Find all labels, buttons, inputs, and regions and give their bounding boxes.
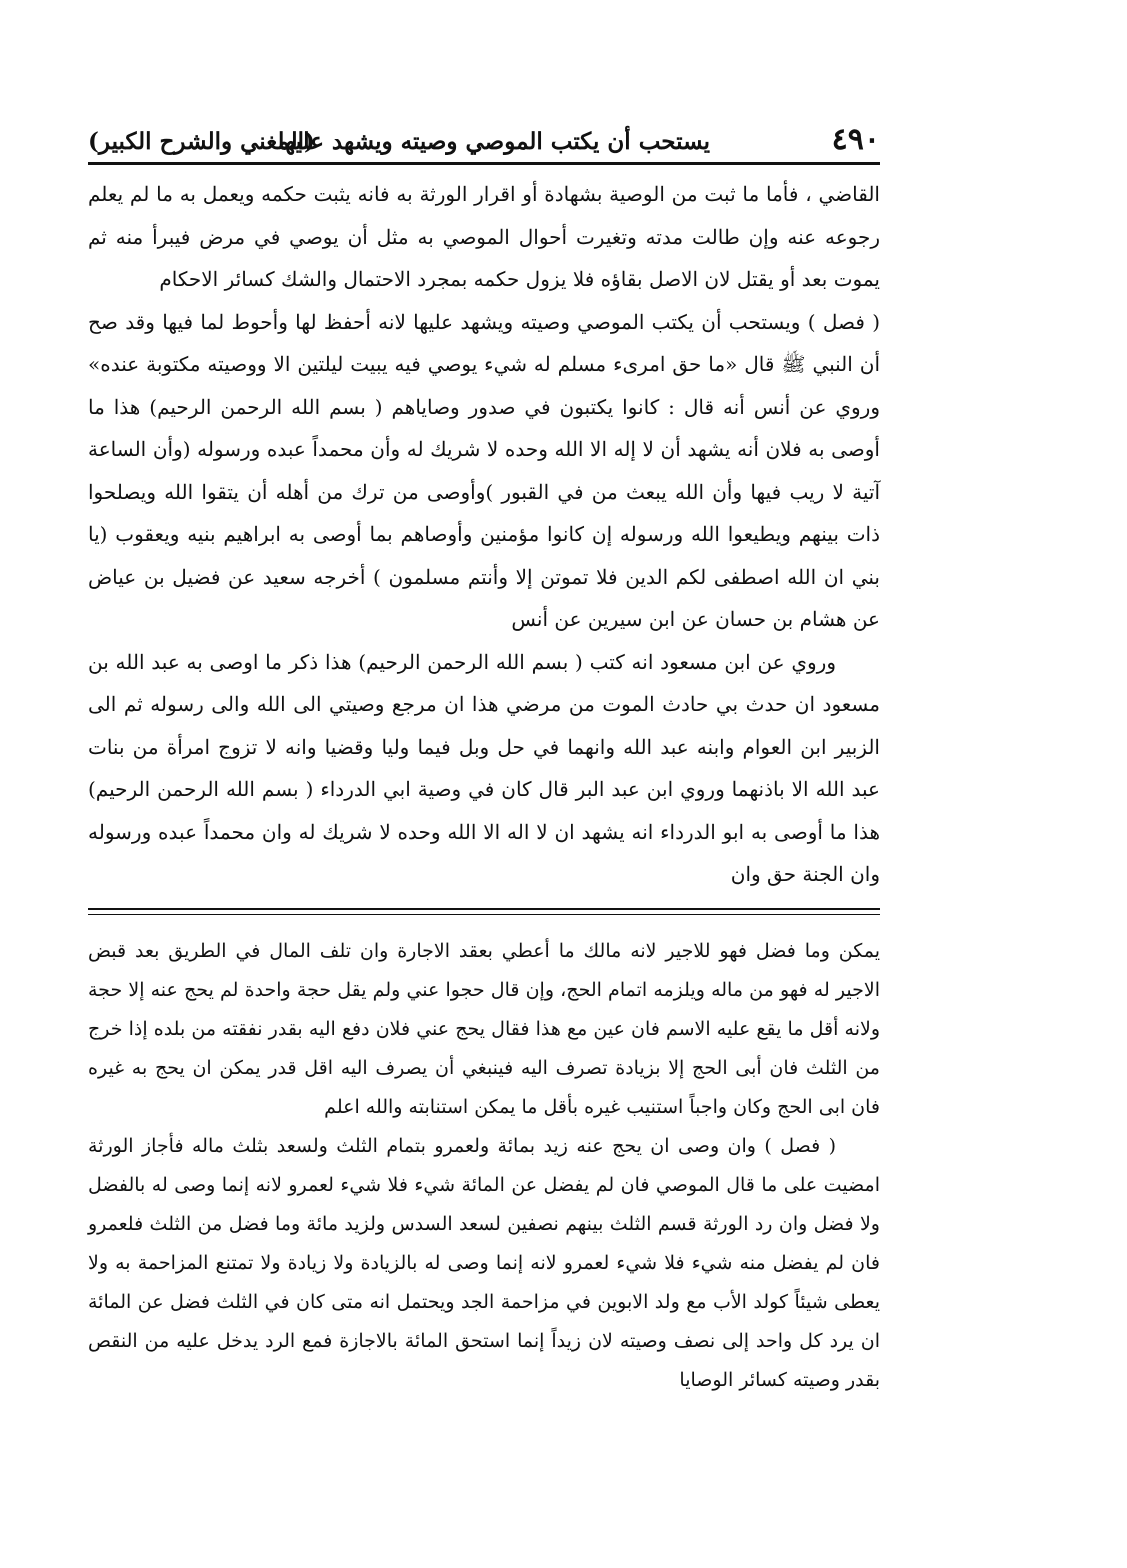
main-paragraph-3: وروي عن ابن مسعود انه كتب ( بسم الله الرحمن الرحيم) هذا ذكر ما اوصى به عبد الله بن مسعود ان حدث بي حادث الموت من مرضي هذا ان مرجع وصيتي الى الله والى رسوله ثم الى الزبير ابن العوام وابنه عبد الله وانهما في حل وبل فيما وليا وقضيا وانه لا تزوج امرأة من بنات عبد الله الا باذنهما وروي ابن عبد البر قال كان في وصية ابي الدرداء ( بسم الله الرحمن الرحيم) هذا ما أوصى به ابو الدرداء انه يشهد ان لا اله الا الله وحده لا شريك له وان محمداً عبده ورسوله وان الجنة حق وان [88,649,880,886]
page-header [88,120,880,160]
footnote-separator [88,908,880,915]
main-paragraph-1: القاضي ، فأما ما ثبت من الوصية بشهادة أو اقرار الورثة به فانه يثبت حكمه ويعمل به ما لم يعلم رجوعه عنه وإن طالت مدته وتغيرت أحوال الموصي به مثل أن يوصي في مرض فيبرأ منه ثم يموت بعد أو يقتل لان الاصل بقاؤه فلا يزول حكمه بمجرد الاحتمال والشك كسائر الاحكام [88,182,880,291]
book-title: (المغني والشرح الكبير) [88,128,315,155]
page-number: ٤٩٠ [831,122,880,157]
main-text [88,173,880,896]
footnote-paragraph-1: يمكن وما فضل فهو للاجير لانه مالك ما أعطي بعقد الاجارة وان تلف المال في الطريق بعد قبض الاجير له فهو من ماله ويلزمه اتمام الحج، وإن قال حجوا عني ولم يقل حجة واحدة لم يحج عنه إلا حجة ولانه أقل ما يقع عليه الاسم فان عين مع هذا فقال يحج عني فلان دفع اليه بقدر نفقته من بلده إذا خرج من الثلث فان أبى الحج إلا بزيادة تصرف اليه فينبغي أن يصرف اليه اقل قدر يمكن ان يحج به غيره فان ابى الحج وكان واجباً استنيب غيره بأقل ما يمكن استنابته والله اعلم [88,940,880,1118]
running-title: يستحب أن يكتب الموصي وصيته ويشهد عليها [278,128,710,155]
main-paragraph-2: ( فصل ) ويستحب أن يكتب الموصي وصيته ويشهد عليها لانه أحفظ لها وأحوط لما فيها وقد صح أن النبي ﷺ قال «ما حق امرىء مسلم له شيء يوصي فيه يبيت ليلتين الا ووصيته مكتوبة عنده» وروي عن أنس أنه قال : كانوا يكتبون في صدور وصاياهم ( بسم الله الرحمن الرحيم) هذا ما أوصى به فلان أنه يشهد أن لا إله الا الله وحده لا شريك له وأن محمداً عبده ورسوله (وأن الساعة آتية لا ريب فيها وأن الله يبعث من في القبور )وأوصى من ترك من أهله أن يتقوا الله ويصلحوا ذات بينهم ويطيعوا الله ورسوله إن كانوا مؤمنين وأوصاهم بما أوصى به ابراهيم بنيه ويعقوب (يا بني ان الله اصطفى لكم الدين فلا تموتن إلا وأنتم مسلمون ) أخرجه سعيد عن فضيل بن عياض عن هشام بن حسان عن ابن سيرين عن أنس [88,309,880,631]
footnote-paragraph-2: ( فصل ) وان وصى ان يحج عنه زيد بمائة ولعمرو بتمام الثلث ولسعد بثلث ماله فأجاز الورثة امضيت على ما قال الموصي فان لم يفضل عن المائة شيء فلا شيء لعمرو لانه إنما وصى له بالفضل ولا فضل وان رد الورثة قسم الثلث بينهم نصفين لسعد السدس ولزيد مائة وما فضل من الثلث فلعمرو فان لم يفضل منه شيء فلا شيء لعمرو لانه إنما وصى له بالزيادة ولا زيادة ولا تمتنع المزاحمة به ولا يعطى شيئاً كولد الأب مع ولد الابوين في مزاحمة الجد ويحتمل انه متى كان في الثلث فضل عن المائة ان يرد كل واحد إلى نصف وصيته لان زيداً إنما استحق المائة بالاجازة فمع الرد يدخل عليه من النقص بقدر وصيته كسائر الوصايا [88,1135,880,1391]
footnote-text [88,932,880,1400]
header-rule [88,162,880,165]
